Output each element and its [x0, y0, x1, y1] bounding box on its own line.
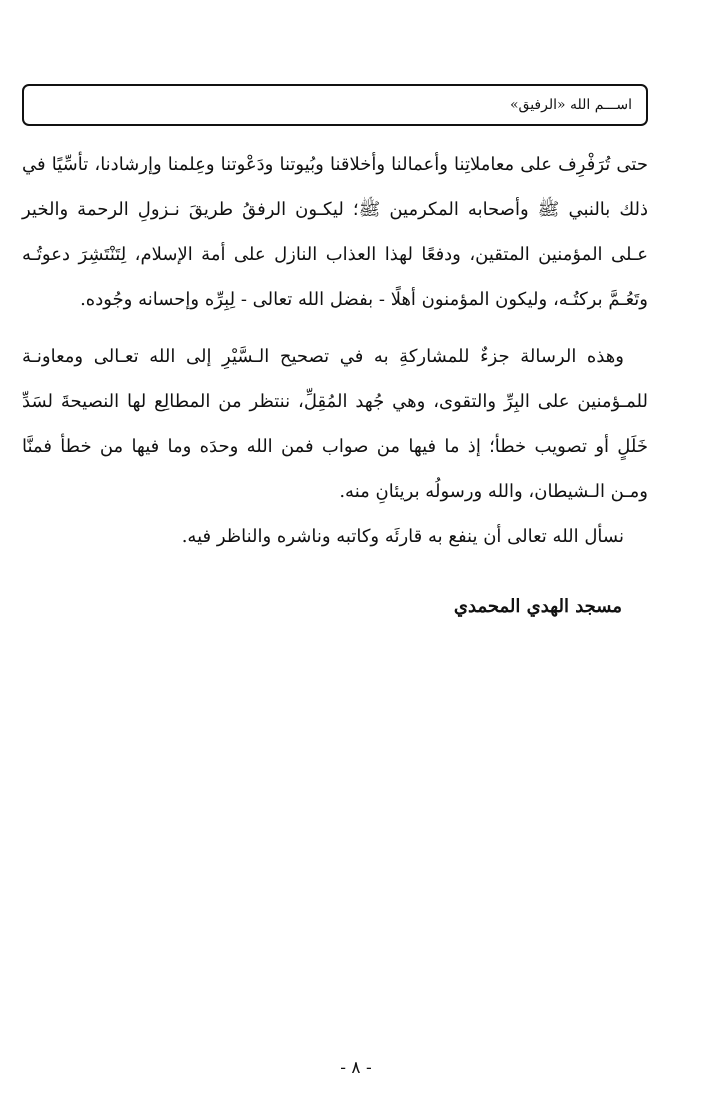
page-number: - ٨ -: [340, 1058, 372, 1078]
paragraph-3: نسأل الله تعالى أن ينفع به قارئَه وكاتبه وناشره والناظر فيه.: [181, 526, 624, 547]
paragraph-2: وهذه الرسالة جزءٌ للمشاركةِ به في تصحيح الـسَّيْرِ إلى الله تعـالى ومعاونـة للمـؤمنين على البِرِّ والتقوى، وهي جُهد المُقِلِّ، ننتظر من المطالِع لها النصيحةَ لسَدِّ خَلَلٍ أو تصويب خطأ؛ إذ ما فيها من صواب فمن الله وحدَه وما فيها من خطأ فمنَّا ومـن الـشيطان، والله ورسولُه بريئانِ منه.: [22, 346, 648, 502]
author-signature: مسجد الهدي المحمدي: [453, 596, 622, 617]
running-header-title: اســـم الله «الرفيق»: [509, 97, 632, 113]
running-header-box: [22, 84, 648, 126]
body-text: [22, 142, 648, 559]
paragraph-1: حتى تُرَفْرِف على معاملاتِنا وأعمالنا وأخلاقنا وبُيوتنا ودَعْوتنا وعِلمنا وإرشادنا، تأسِّيًا في ذلك بالنبي ﷺ وأصحابه المكرمين ﷺ؛ ليكـون الرفقُ طريقَ نـزولِ الرحمة والخير عـلى المؤمنين المتقين، ودفعًا لهذا العذاب النازل على أمة الإسلام، لِتَنْتَشِرَ دعوتُـه وتَعُـمَّ بركتُـه، وليكون المؤمنون أهلًا - بفضل الله تعالى - لِبِرِّه وإحسانه وجُوده.: [22, 154, 648, 310]
